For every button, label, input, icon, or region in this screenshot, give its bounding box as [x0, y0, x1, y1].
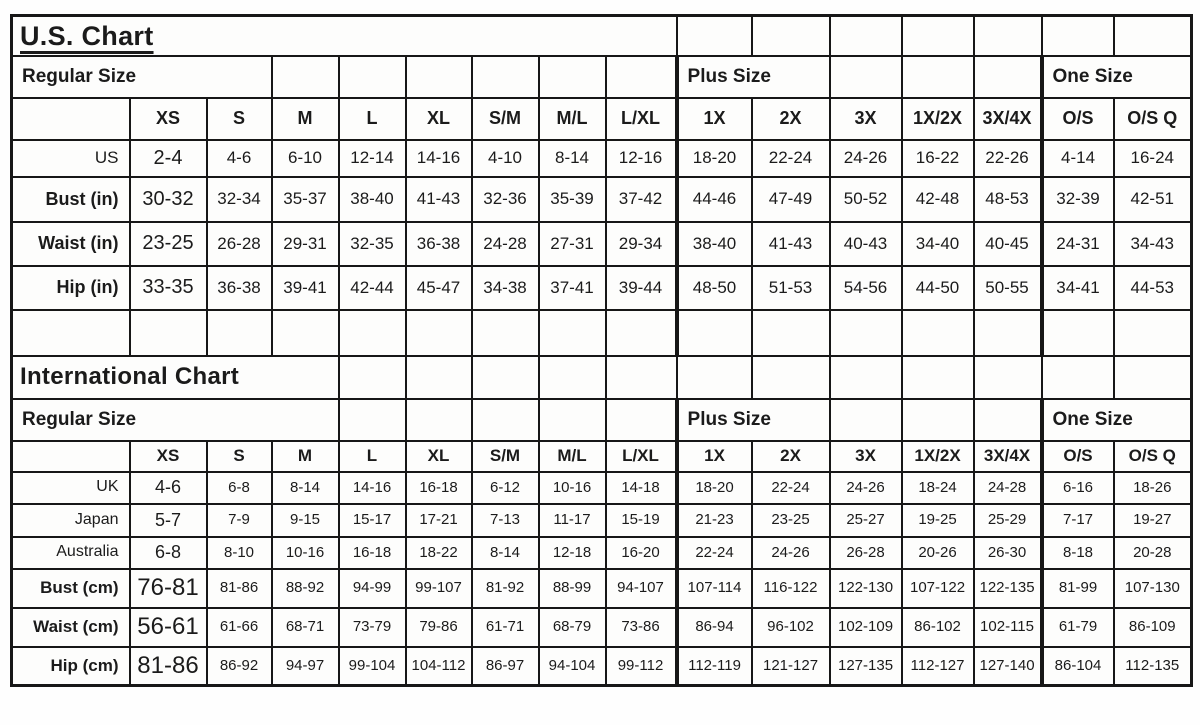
empty-cell	[677, 310, 752, 356]
empty-cell	[606, 356, 677, 399]
size-value-cell: 94-104	[539, 647, 606, 686]
size-value-cell: 6-16	[1042, 472, 1114, 504]
empty-cell	[472, 356, 539, 399]
size-value-cell: 68-71	[272, 608, 339, 647]
size-value-cell: 81-92	[472, 569, 539, 608]
size-value-cell: 86-102	[902, 608, 974, 647]
empty-cell	[830, 16, 902, 56]
chart-title	[12, 356, 339, 399]
chart-title-text: U.S. Chart	[20, 20, 154, 51]
chart-title-row	[12, 356, 1192, 399]
empty-cell	[472, 399, 539, 441]
empty-cell	[207, 310, 272, 356]
size-value-cell: 61-79	[1042, 608, 1114, 647]
row-label: Japan	[12, 504, 130, 537]
empty-cell	[974, 56, 1042, 98]
size-value-cell: 21-23	[677, 504, 752, 537]
empty-cell	[12, 310, 130, 356]
size-value-cell: 6-8	[130, 537, 207, 569]
size-value-cell: 48-50	[677, 266, 752, 310]
size-value-cell: 22-24	[752, 140, 830, 177]
spacer-row	[12, 310, 1192, 356]
size-value-cell: 42-51	[1114, 177, 1192, 222]
size-value-cell: 88-99	[539, 569, 606, 608]
row-label: US	[12, 140, 130, 177]
row-label: Waist (in)	[12, 222, 130, 266]
size-value-cell: 34-38	[472, 266, 539, 310]
empty-cell	[272, 56, 339, 98]
size-value-cell: 24-28	[472, 222, 539, 266]
size-header: XL	[406, 441, 472, 472]
size-value-cell: 38-40	[677, 222, 752, 266]
size-value-cell: 22-24	[677, 537, 752, 569]
empty-cell	[339, 56, 406, 98]
size-group-row	[12, 399, 1192, 441]
size-value-cell: 61-71	[472, 608, 539, 647]
size-value-cell: 2-4	[130, 140, 207, 177]
empty-cell	[472, 310, 539, 356]
size-value-cell: 4-14	[1042, 140, 1114, 177]
empty-cell	[1042, 16, 1114, 56]
size-header: S/M	[472, 441, 539, 472]
size-header: 2X	[752, 98, 830, 140]
measurement-row	[12, 266, 1192, 310]
size-value-cell: 20-26	[902, 537, 974, 569]
size-value-cell: 19-25	[902, 504, 974, 537]
size-value-cell: 79-86	[406, 608, 472, 647]
measurement-row	[12, 222, 1192, 266]
size-value-cell: 107-114	[677, 569, 752, 608]
size-value-cell: 102-115	[974, 608, 1042, 647]
size-value-cell: 9-15	[272, 504, 339, 537]
empty-cell	[1114, 310, 1192, 356]
size-value-cell: 107-130	[1114, 569, 1192, 608]
size-header: XL	[406, 98, 472, 140]
empty-cell	[272, 310, 339, 356]
empty-cell	[902, 16, 974, 56]
measurement-row	[12, 504, 1192, 537]
empty-cell	[752, 310, 830, 356]
size-value-cell: 24-28	[974, 472, 1042, 504]
size-value-cell: 32-35	[339, 222, 406, 266]
empty-cell	[902, 310, 974, 356]
size-value-cell: 32-39	[1042, 177, 1114, 222]
size-value-cell: 50-52	[830, 177, 902, 222]
size-value-cell: 45-47	[406, 266, 472, 310]
size-header: L	[339, 98, 406, 140]
size-value-cell: 102-109	[830, 608, 902, 647]
row-label: Hip (cm)	[12, 647, 130, 686]
size-value-cell: 8-14	[272, 472, 339, 504]
size-header: O/S Q	[1114, 98, 1192, 140]
size-value-cell: 24-26	[830, 472, 902, 504]
size-value-cell: 27-31	[539, 222, 606, 266]
size-value-cell: 4-6	[130, 472, 207, 504]
size-value-cell: 112-127	[902, 647, 974, 686]
size-value-cell: 24-26	[752, 537, 830, 569]
size-value-cell: 34-40	[902, 222, 974, 266]
size-value-cell: 14-16	[406, 140, 472, 177]
size-value-cell: 116-122	[752, 569, 830, 608]
size-value-cell: 81-86	[130, 647, 207, 686]
empty-cell	[1114, 16, 1192, 56]
size-value-cell: 94-99	[339, 569, 406, 608]
size-value-cell: 44-50	[902, 266, 974, 310]
size-value-cell: 8-18	[1042, 537, 1114, 569]
size-header: 2X	[752, 441, 830, 472]
empty-cell	[130, 310, 207, 356]
size-header-row	[12, 98, 1192, 140]
empty-cell	[752, 16, 830, 56]
size-header: XS	[130, 98, 207, 140]
size-value-cell: 44-46	[677, 177, 752, 222]
empty-cell	[974, 310, 1042, 356]
size-value-cell: 51-53	[752, 266, 830, 310]
row-label: UK	[12, 472, 130, 504]
empty-cell	[339, 310, 406, 356]
size-value-cell: 42-44	[339, 266, 406, 310]
size-chart-table	[10, 14, 1193, 687]
size-value-cell: 26-30	[974, 537, 1042, 569]
size-value-cell: 24-31	[1042, 222, 1114, 266]
row-label: Australia	[12, 537, 130, 569]
size-value-cell: 23-25	[752, 504, 830, 537]
empty-cell	[1114, 356, 1192, 399]
size-value-cell: 81-86	[207, 569, 272, 608]
size-value-cell: 99-104	[339, 647, 406, 686]
size-value-cell: 86-109	[1114, 608, 1192, 647]
size-value-cell: 10-16	[539, 472, 606, 504]
empty-cell	[606, 399, 677, 441]
size-value-cell: 24-26	[830, 140, 902, 177]
size-value-cell: 86-92	[207, 647, 272, 686]
header-spacer-cell	[12, 98, 130, 140]
row-label: Hip (in)	[12, 266, 130, 310]
size-value-cell: 47-49	[752, 177, 830, 222]
size-group-row	[12, 56, 1192, 98]
size-value-cell: 127-135	[830, 647, 902, 686]
measurement-row	[12, 608, 1192, 647]
size-value-cell: 16-22	[902, 140, 974, 177]
size-value-cell: 127-140	[974, 647, 1042, 686]
size-value-cell: 86-104	[1042, 647, 1114, 686]
size-header: 1X	[677, 441, 752, 472]
empty-cell	[752, 356, 830, 399]
size-value-cell: 16-24	[1114, 140, 1192, 177]
size-header: 1X/2X	[902, 441, 974, 472]
empty-cell	[902, 399, 974, 441]
empty-cell	[1042, 356, 1114, 399]
size-value-cell: 29-31	[272, 222, 339, 266]
size-value-cell: 26-28	[830, 537, 902, 569]
empty-cell	[830, 356, 902, 399]
size-value-cell: 73-79	[339, 608, 406, 647]
size-value-cell: 5-7	[130, 504, 207, 537]
size-value-cell: 36-38	[406, 222, 472, 266]
header-spacer-cell	[12, 441, 130, 472]
size-value-cell: 15-19	[606, 504, 677, 537]
size-value-cell: 8-10	[207, 537, 272, 569]
size-value-cell: 25-29	[974, 504, 1042, 537]
size-value-cell: 16-18	[339, 537, 406, 569]
size-value-cell: 20-28	[1114, 537, 1192, 569]
empty-cell	[539, 310, 606, 356]
empty-cell	[472, 56, 539, 98]
empty-cell	[830, 399, 902, 441]
measurement-row	[12, 537, 1192, 569]
size-value-cell: 35-37	[272, 177, 339, 222]
size-value-cell: 38-40	[339, 177, 406, 222]
empty-cell	[902, 56, 974, 98]
row-label: Waist (cm)	[12, 608, 130, 647]
size-value-cell: 4-6	[207, 140, 272, 177]
empty-cell	[974, 399, 1042, 441]
size-value-cell: 40-45	[974, 222, 1042, 266]
empty-cell	[1042, 310, 1114, 356]
size-value-cell: 50-55	[974, 266, 1042, 310]
size-header: L/XL	[606, 441, 677, 472]
empty-cell	[677, 16, 752, 56]
size-value-cell: 19-27	[1114, 504, 1192, 537]
size-header: 1X/2X	[902, 98, 974, 140]
size-header: O/S Q	[1114, 441, 1192, 472]
size-group-label: Regular Size	[12, 56, 272, 98]
size-value-cell: 86-94	[677, 608, 752, 647]
empty-cell	[606, 56, 677, 98]
size-value-cell: 86-97	[472, 647, 539, 686]
empty-cell	[339, 399, 406, 441]
size-value-cell: 6-10	[272, 140, 339, 177]
size-value-cell: 121-127	[752, 647, 830, 686]
size-value-cell: 22-24	[752, 472, 830, 504]
size-value-cell: 25-27	[830, 504, 902, 537]
size-value-cell: 4-10	[472, 140, 539, 177]
size-value-cell: 37-41	[539, 266, 606, 310]
size-value-cell: 8-14	[539, 140, 606, 177]
size-header: L/XL	[606, 98, 677, 140]
size-value-cell: 122-130	[830, 569, 902, 608]
size-value-cell: 99-107	[406, 569, 472, 608]
empty-cell	[974, 16, 1042, 56]
size-value-cell: 99-112	[606, 647, 677, 686]
size-value-cell: 34-43	[1114, 222, 1192, 266]
size-value-cell: 39-44	[606, 266, 677, 310]
empty-cell	[606, 310, 677, 356]
size-header: O/S	[1042, 98, 1114, 140]
size-header: 3X	[830, 441, 902, 472]
size-header: 1X	[677, 98, 752, 140]
size-value-cell: 104-112	[406, 647, 472, 686]
size-value-cell: 29-34	[606, 222, 677, 266]
size-value-cell: 42-48	[902, 177, 974, 222]
size-group-label: One Size	[1042, 56, 1192, 98]
size-value-cell: 16-18	[406, 472, 472, 504]
empty-cell	[902, 356, 974, 399]
size-value-cell: 88-92	[272, 569, 339, 608]
size-header: 3X/4X	[974, 98, 1042, 140]
size-value-cell: 94-97	[272, 647, 339, 686]
size-value-cell: 18-22	[406, 537, 472, 569]
size-value-cell: 18-20	[677, 472, 752, 504]
empty-cell	[830, 310, 902, 356]
size-value-cell: 81-99	[1042, 569, 1114, 608]
chart-title-text: International Chart	[20, 363, 240, 391]
size-value-cell: 18-26	[1114, 472, 1192, 504]
row-label: Bust (cm)	[12, 569, 130, 608]
size-value-cell: 48-53	[974, 177, 1042, 222]
size-value-cell: 37-42	[606, 177, 677, 222]
size-value-cell: 17-21	[406, 504, 472, 537]
size-value-cell: 7-13	[472, 504, 539, 537]
size-value-cell: 44-53	[1114, 266, 1192, 310]
size-value-cell: 122-135	[974, 569, 1042, 608]
measurement-row	[12, 140, 1192, 177]
size-value-cell: 30-32	[130, 177, 207, 222]
empty-cell	[406, 399, 472, 441]
size-header: S	[207, 98, 272, 140]
size-header: 3X/4X	[974, 441, 1042, 472]
size-value-cell: 33-35	[130, 266, 207, 310]
size-value-cell: 32-36	[472, 177, 539, 222]
size-value-cell: 40-43	[830, 222, 902, 266]
empty-cell	[539, 399, 606, 441]
size-value-cell: 22-26	[974, 140, 1042, 177]
size-value-cell: 41-43	[406, 177, 472, 222]
size-group-label: One Size	[1042, 399, 1192, 441]
empty-cell	[406, 356, 472, 399]
size-value-cell: 7-17	[1042, 504, 1114, 537]
empty-cell	[677, 356, 752, 399]
measurement-row	[12, 569, 1192, 608]
chart-title-row	[12, 16, 1192, 56]
size-value-cell: 56-61	[130, 608, 207, 647]
size-value-cell: 12-14	[339, 140, 406, 177]
size-value-cell: 14-16	[339, 472, 406, 504]
empty-cell	[339, 356, 406, 399]
size-group-label: Plus Size	[677, 56, 830, 98]
size-value-cell: 96-102	[752, 608, 830, 647]
size-header: S	[207, 441, 272, 472]
size-header: S/M	[472, 98, 539, 140]
size-group-label: Plus Size	[677, 399, 830, 441]
chart-title	[12, 16, 677, 56]
size-header: M/L	[539, 441, 606, 472]
size-group-label: Regular Size	[12, 399, 339, 441]
size-header: O/S	[1042, 441, 1114, 472]
size-header: M	[272, 441, 339, 472]
size-value-cell: 112-119	[677, 647, 752, 686]
size-value-cell: 34-41	[1042, 266, 1114, 310]
size-value-cell: 26-28	[207, 222, 272, 266]
empty-cell	[830, 56, 902, 98]
size-value-cell: 6-8	[207, 472, 272, 504]
size-value-cell: 14-18	[606, 472, 677, 504]
size-value-cell: 61-66	[207, 608, 272, 647]
size-value-cell: 107-122	[902, 569, 974, 608]
size-value-cell: 11-17	[539, 504, 606, 537]
row-label: Bust (in)	[12, 177, 130, 222]
empty-cell	[406, 56, 472, 98]
size-value-cell: 23-25	[130, 222, 207, 266]
size-value-cell: 54-56	[830, 266, 902, 310]
size-value-cell: 15-17	[339, 504, 406, 537]
size-value-cell: 12-16	[606, 140, 677, 177]
measurement-row	[12, 472, 1192, 504]
size-value-cell: 76-81	[130, 569, 207, 608]
size-header: 3X	[830, 98, 902, 140]
size-value-cell: 36-38	[207, 266, 272, 310]
size-value-cell: 18-24	[902, 472, 974, 504]
size-value-cell: 10-16	[272, 537, 339, 569]
empty-cell	[974, 356, 1042, 399]
size-value-cell: 73-86	[606, 608, 677, 647]
size-value-cell: 68-79	[539, 608, 606, 647]
size-header-row	[12, 441, 1192, 472]
size-value-cell: 6-12	[472, 472, 539, 504]
measurement-row	[12, 647, 1192, 686]
size-value-cell: 112-135	[1114, 647, 1192, 686]
empty-cell	[539, 356, 606, 399]
size-value-cell: 8-14	[472, 537, 539, 569]
size-value-cell: 41-43	[752, 222, 830, 266]
measurement-row	[12, 177, 1192, 222]
empty-cell	[406, 310, 472, 356]
size-header: XS	[130, 441, 207, 472]
size-value-cell: 12-18	[539, 537, 606, 569]
size-value-cell: 7-9	[207, 504, 272, 537]
size-value-cell: 94-107	[606, 569, 677, 608]
size-header: L	[339, 441, 406, 472]
size-value-cell: 35-39	[539, 177, 606, 222]
size-header: M	[272, 98, 339, 140]
size-value-cell: 39-41	[272, 266, 339, 310]
size-value-cell: 32-34	[207, 177, 272, 222]
size-value-cell: 18-20	[677, 140, 752, 177]
size-value-cell: 16-20	[606, 537, 677, 569]
empty-cell	[539, 56, 606, 98]
size-header: M/L	[539, 98, 606, 140]
